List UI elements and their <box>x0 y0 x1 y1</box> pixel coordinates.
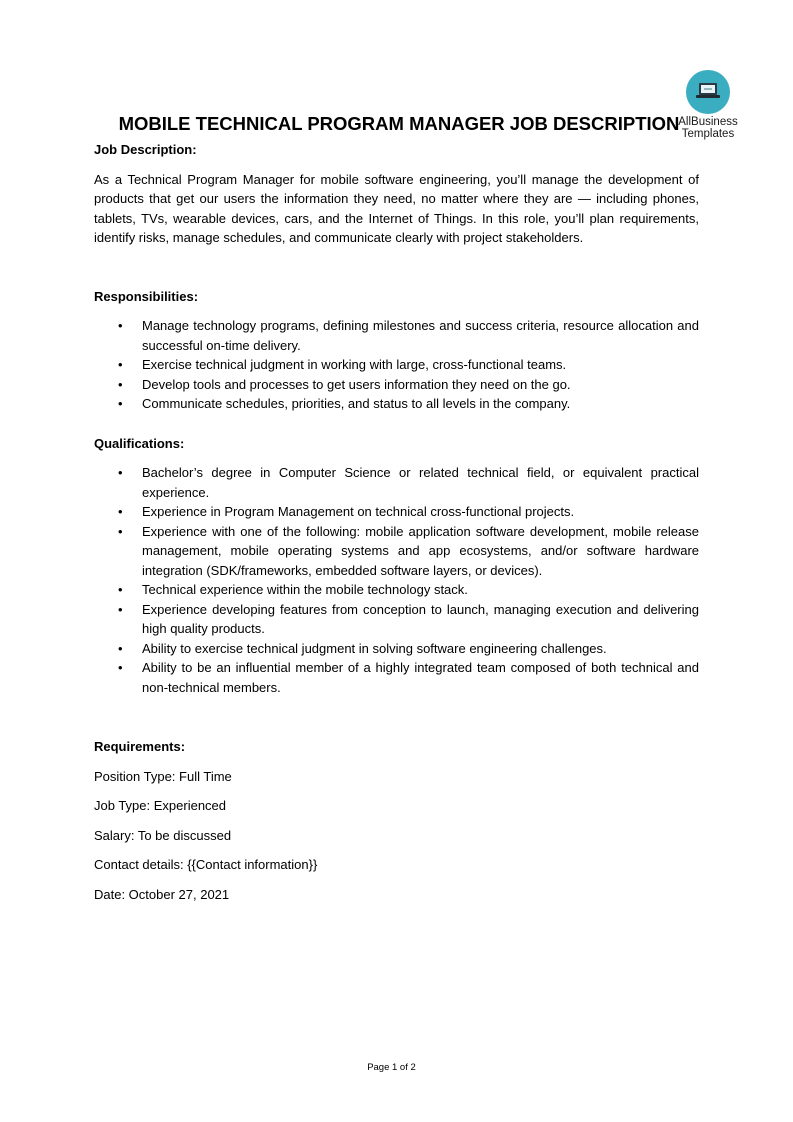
list-item-text: Ability to exercise technical judgment in solving software engineering challenges. <box>142 640 607 656</box>
bullet-icon: • <box>118 640 123 656</box>
date: Date: October 27, 2021 <box>94 886 230 902</box>
logo-line-1: AllBusiness <box>678 116 738 128</box>
bullet-icon: • <box>118 357 123 372</box>
bullet-icon: • <box>118 601 123 617</box>
logo-line-2: Templates <box>681 128 735 140</box>
bullet-icon: • <box>118 582 123 597</box>
requirements-heading: Requirements: <box>94 739 186 754</box>
list-item-text: Experience developing features from conception to launch, managing execution and delivering high quality products. <box>142 601 699 636</box>
logo-circle <box>686 70 730 114</box>
document-title: MOBILE TECHNICAL PROGRAM MANAGER JOB DESCRIPTION <box>118 113 680 134</box>
list-item <box>94 522 699 581</box>
job-type: Job Type: Experienced <box>94 798 227 813</box>
laptop-icon <box>695 81 721 101</box>
list-item-text: Manage technology programs, defining milestones and success criteria, resource allocation and successful on-time delivery. <box>142 318 699 353</box>
list-item-text: Experience in Program Management on technical cross-functional projects. <box>142 504 575 519</box>
list-item-text: Bachelor’s degree in Computer Science or related technical field, or equivalent practical experience. <box>142 465 699 500</box>
responsibilities-list <box>94 316 699 414</box>
list-item <box>94 639 699 659</box>
list-item-text: Ability to be an influential member of a highly integrated team composed of both technical and non-technical members. <box>142 660 699 695</box>
list-item-text: Communicate schedules, priorities, and status to all levels in the company. <box>142 396 571 411</box>
document-body <box>94 140 699 914</box>
list-item <box>94 463 699 502</box>
list-item-text: Experience with one of the following: mobile application software development, mobile release management, mobile operating systems and app ecosystems, and/or software hardware integration (SDK/frameworks, embedded software layers, or devices). <box>142 523 699 578</box>
list-item <box>94 580 699 600</box>
bullet-icon: • <box>118 504 123 519</box>
list-item-text: Exercise technical judgment in working with large, cross-functional teams. <box>142 357 567 372</box>
list-item <box>94 502 699 522</box>
responsibilities-heading: Responsibilities: <box>94 288 199 304</box>
list-item <box>94 375 699 395</box>
page-number: Page 1 of 2 <box>367 1062 416 1073</box>
qualifications-list <box>94 463 699 697</box>
bullet-icon: • <box>118 523 123 539</box>
contact-details: Contact details: {{Contact information}} <box>94 857 318 872</box>
list-item <box>94 316 699 355</box>
list-item <box>94 394 699 414</box>
bullet-icon: • <box>118 318 123 333</box>
job-description-heading: Job Description: <box>94 142 197 157</box>
bullet-icon: • <box>118 465 123 480</box>
list-item-text: Develop tools and processes to get users information they need on the go. <box>142 376 571 392</box>
position-type: Position Type: Full Time <box>94 768 232 784</box>
list-item-text: Technical experience within the mobile technology stack. <box>142 582 468 597</box>
job-description-text: As a Technical Program Manager for mobile software engineering, you’ll manage the development of products that get our users the information they need, no matter where they are — including phones, tablets, TVs, wearable devices, cars, and the Internet of Things. In this role, you’ll plan requirements, identify risks, manage schedules, and communicate clearly with project stakeholders. <box>94 171 699 245</box>
bullet-icon: • <box>118 376 123 392</box>
bullet-icon: • <box>118 660 123 675</box>
bullet-icon: • <box>118 396 123 411</box>
list-item <box>94 600 699 639</box>
list-item <box>94 355 699 375</box>
list-item <box>94 658 699 697</box>
qualifications-heading: Qualifications: <box>94 435 185 451</box>
salary: Salary: To be discussed <box>94 827 232 843</box>
